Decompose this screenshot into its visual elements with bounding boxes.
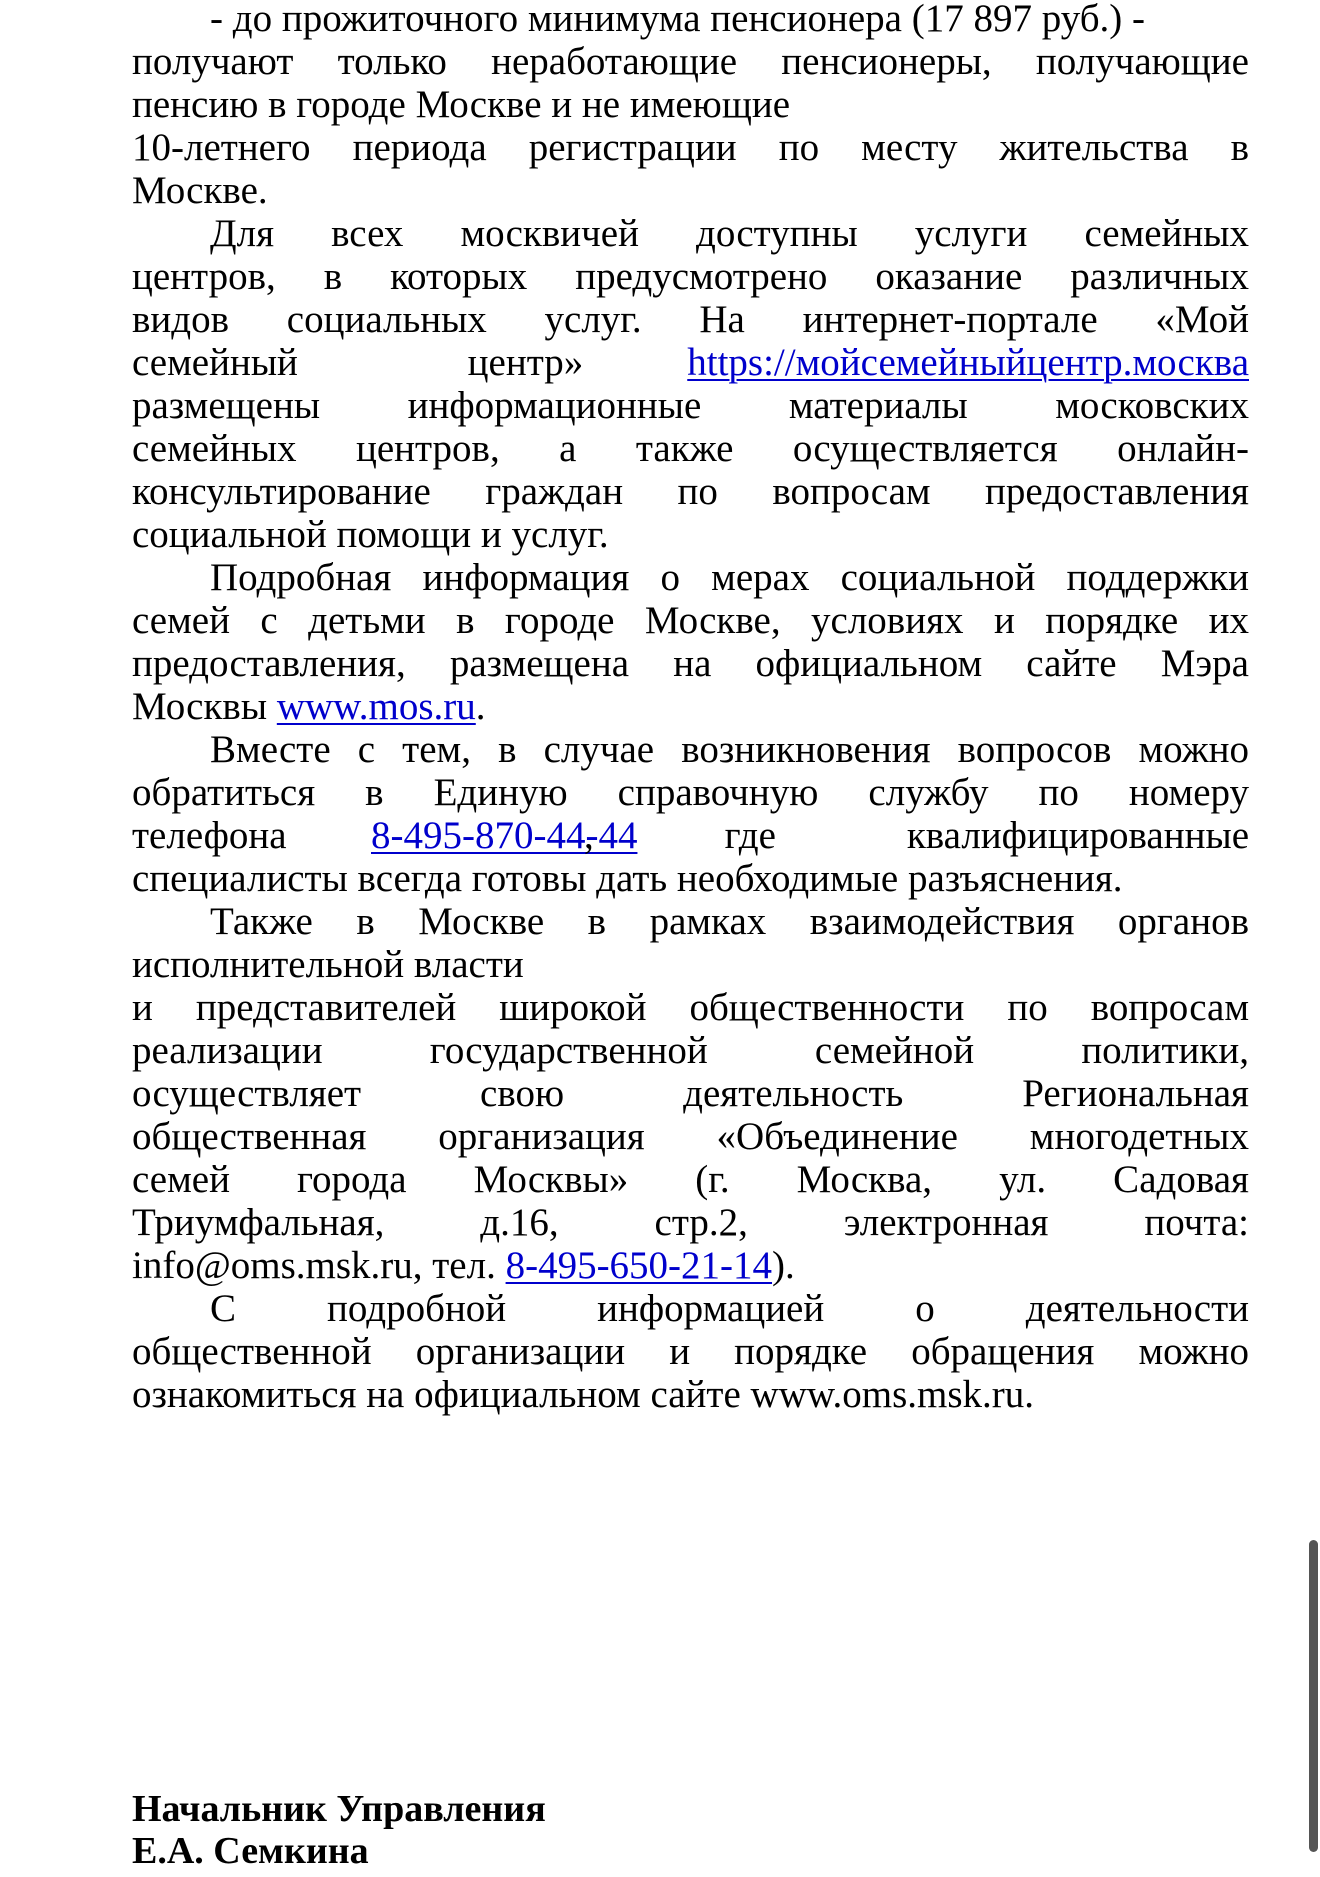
- text-line: консультирование граждан по вопросам предоставления: [132, 470, 1249, 513]
- paragraph-start-line: Для всех москвичей доступны услуги семейных: [210, 212, 1249, 255]
- text-line: реализации государственной семейной политики,: [132, 1029, 1249, 1072]
- signature-title: Начальник Управления: [132, 1788, 546, 1830]
- text-fragment: телефона: [132, 814, 287, 857]
- text-line: Москве.: [132, 169, 268, 212]
- text-line: 10-летнего периода регистрации по месту жительства в: [132, 126, 1249, 169]
- text-fragment: семейный центр»: [132, 341, 584, 384]
- text-fragment: ).: [772, 1244, 795, 1287]
- signature-name: Е.А. Семкина: [132, 1830, 369, 1872]
- phone-link-help-desk[interactable]: 8-495-870-44-44: [371, 814, 638, 857]
- text-fragment: Москвы: [132, 685, 277, 728]
- text-line: социальной помощи и услуг.: [132, 513, 609, 556]
- paragraph-start-line: С подробной информацией о деятельности: [210, 1287, 1249, 1330]
- text-line: специалисты всегда готовы дать необходимые разъяснения.: [132, 857, 1123, 900]
- text-line: предоставления, размещена на официальном сайте Мэра: [132, 642, 1249, 685]
- mos-ru-link[interactable]: www.mos.ru: [276, 685, 476, 728]
- text-line: семей с детьми в городе Москве, условиях и порядке их: [132, 599, 1249, 642]
- text-line: и представителей широкой общественности по вопросам: [132, 986, 1249, 1029]
- phone-link-organization[interactable]: 8-495-650-21-14: [505, 1244, 773, 1287]
- text-line: общественной организации и порядке обращения можно: [132, 1330, 1249, 1373]
- text-fragment: info@oms.msk.ru, тел.: [132, 1244, 506, 1287]
- text-line: ознакомиться на официальном сайте www.oms.msk.ru.: [132, 1373, 1035, 1416]
- vertical-scrollbar-thumb[interactable]: [1309, 1540, 1318, 1852]
- text-line: Триумфальная, д.16, стр.2, электронная почта:: [132, 1201, 1249, 1244]
- paragraph-start-line: Вместе с тем, в случае возникновения вопросов можно: [210, 728, 1249, 771]
- paragraph-start-line: Подробная информация о мерах социальной поддержки: [210, 556, 1249, 599]
- text-line: общественная организация «Объединение многодетных: [132, 1115, 1249, 1158]
- text-line: семей города Москвы» (г. Москва, ул. Садовая: [132, 1158, 1249, 1201]
- text-line: получают только неработающие пенсионеры, получающие: [132, 40, 1249, 83]
- text-line: осуществляет свою деятельность Региональная: [132, 1072, 1249, 1115]
- text-fragment: .: [475, 685, 486, 728]
- family-centers-portal-link[interactable]: https://мойсемейныйцентр.москва: [687, 341, 1249, 384]
- text-line: пенсию в городе Москве и не имеющие: [132, 83, 791, 126]
- text-line: обратиться в Единую справочную службу по номеру: [132, 771, 1249, 814]
- text-line: семейных центров, а также осуществляется онлайн-: [132, 427, 1249, 470]
- paragraph-start-line: Также в Москве в рамках взаимодействия органов: [210, 900, 1249, 943]
- text-line: исполнительной власти: [132, 943, 524, 986]
- text-line: центров, в которых предусмотрено оказание различных: [132, 255, 1249, 298]
- text-line: видов социальных услуг. На интернет-портале «Мой: [132, 298, 1249, 341]
- text-fragment: , где квалифицированные: [584, 814, 1249, 857]
- text-line: размещены информационные материалы московских: [132, 384, 1249, 427]
- text-line: - до прожиточного минимума пенсионера (17 897 руб.) -: [210, 0, 1146, 40]
